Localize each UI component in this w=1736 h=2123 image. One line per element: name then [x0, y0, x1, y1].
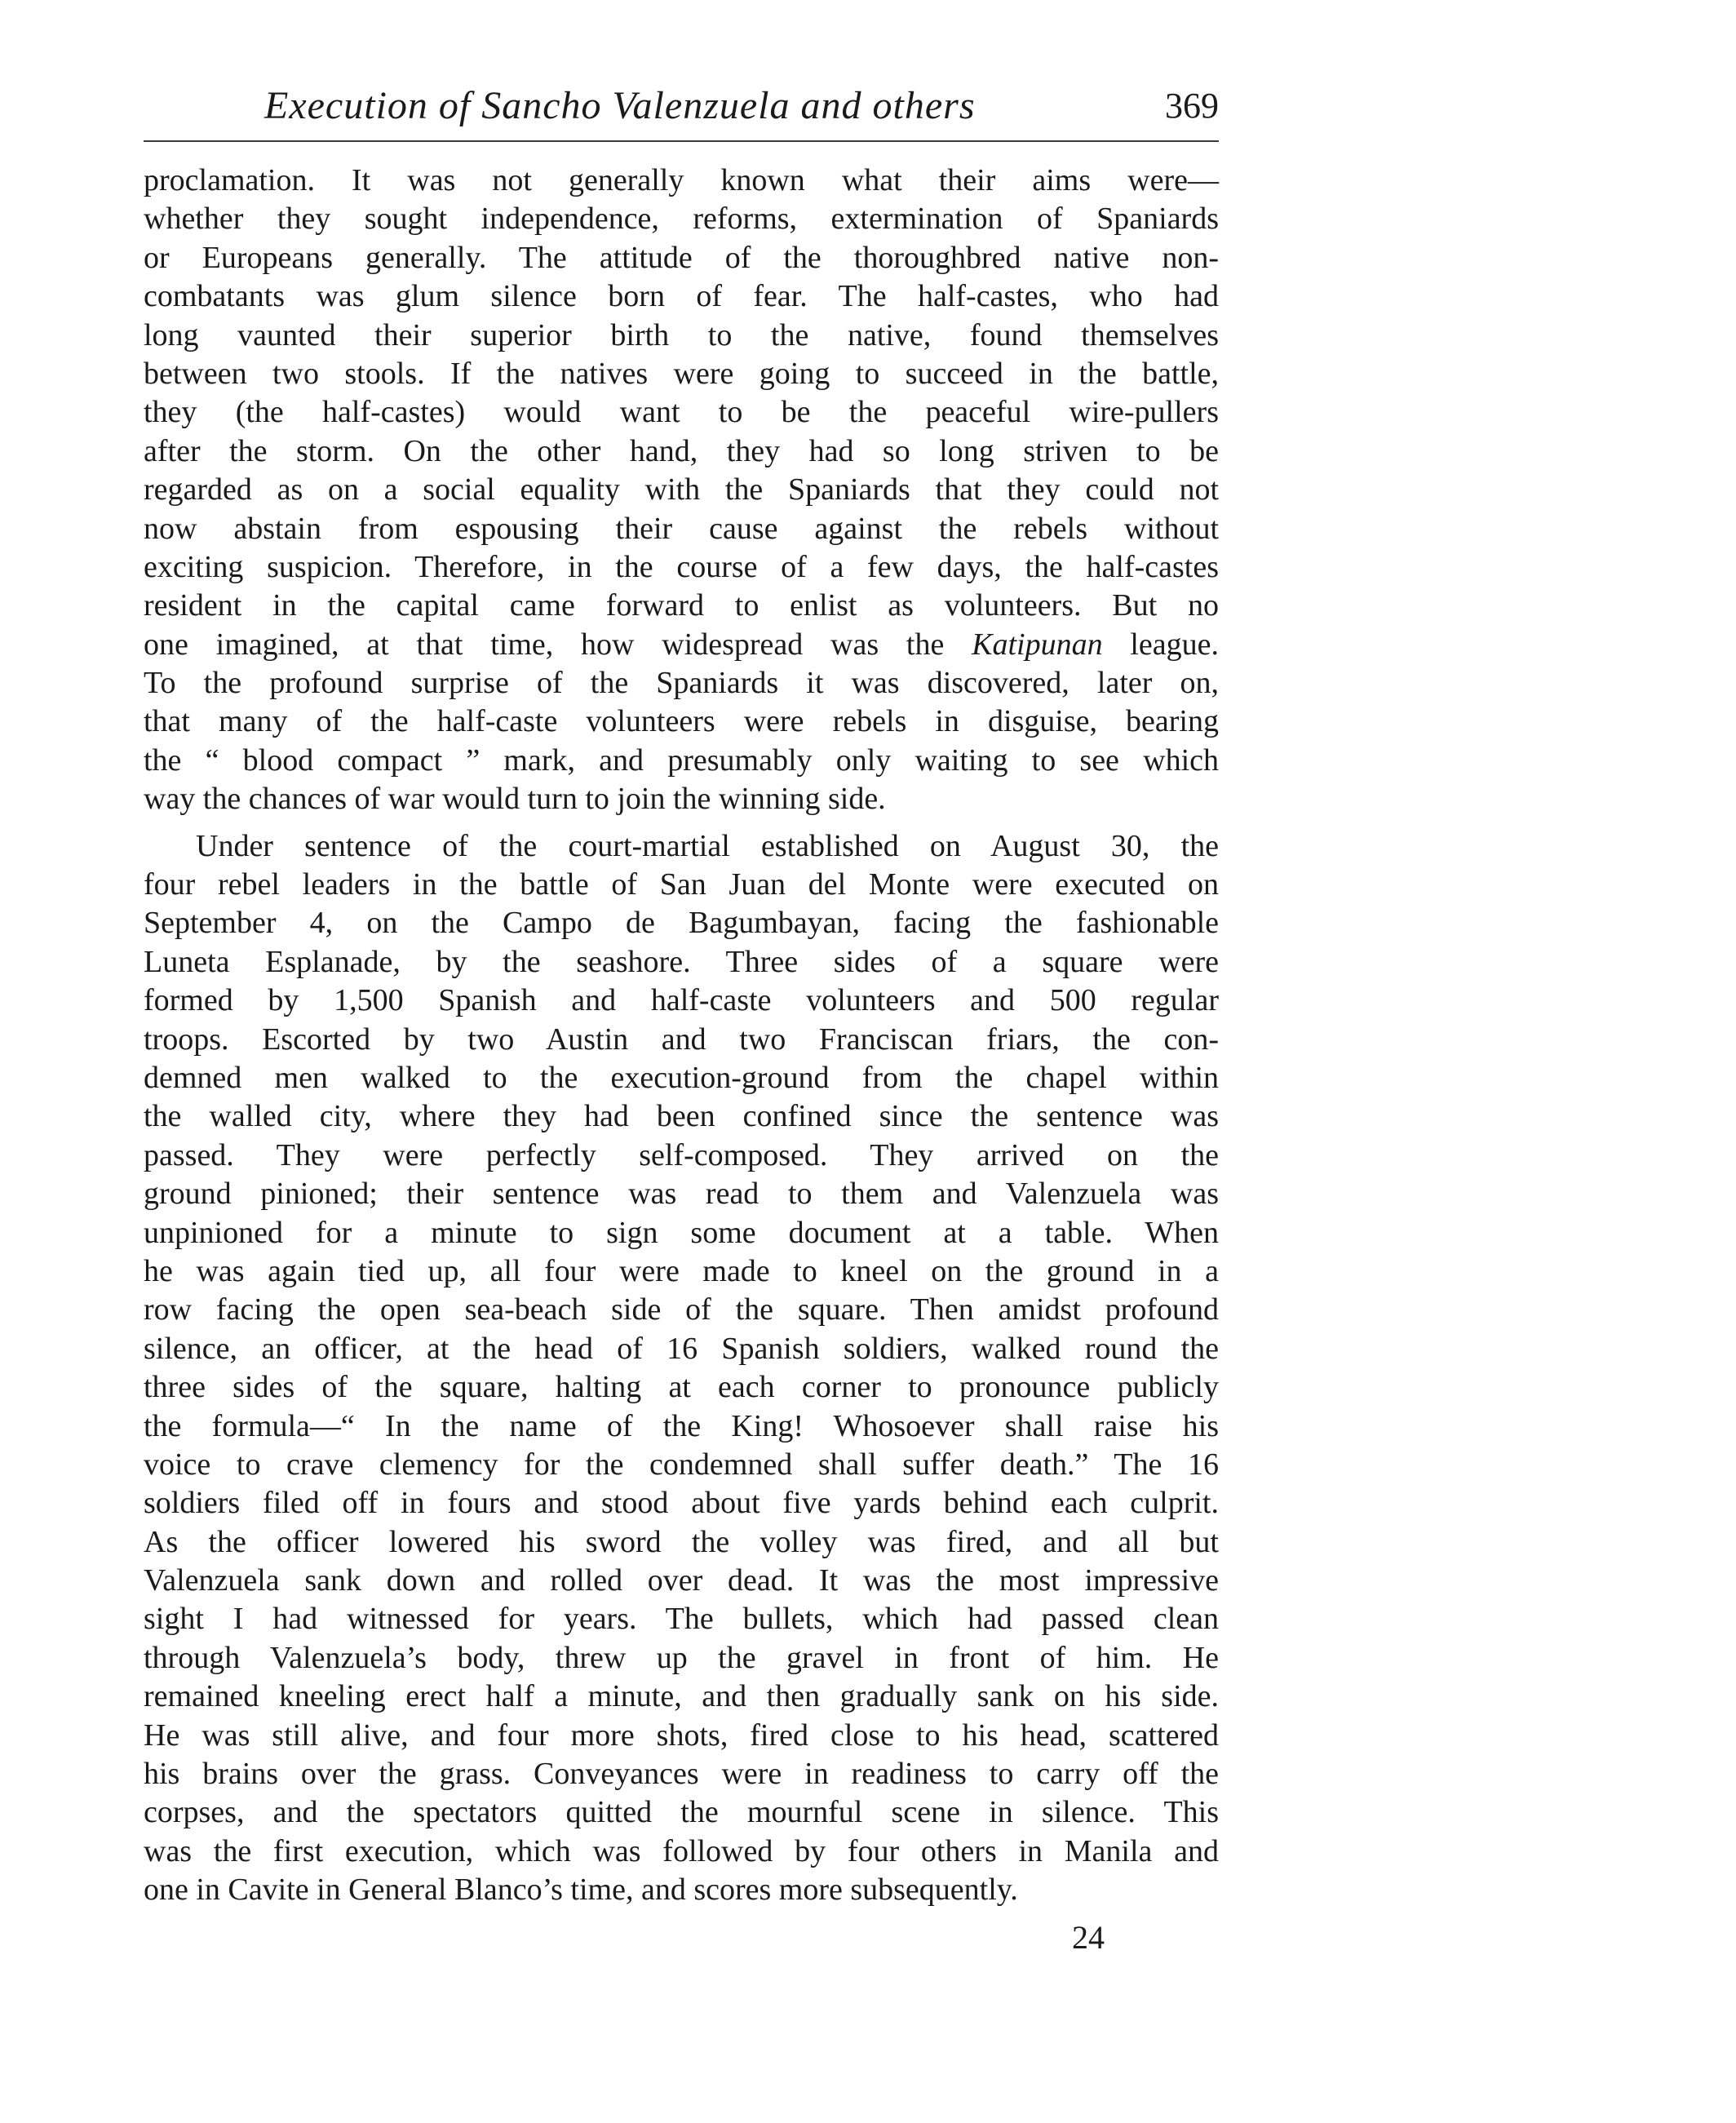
- text-line: was the first execution, which was followed by four others in Manila and: [144, 1833, 1219, 1868]
- text-line: formed by 1,500 Spanish and half-caste volunteers and 500 regular: [144, 983, 1219, 1018]
- text-line: Under sentence of the court-martial established on August 30, the: [196, 828, 1219, 863]
- text-line: they (the half-castes) would want to be the peaceful wire-pullers: [144, 395, 1219, 430]
- text-line: Luneta Esplanade, by the seashore. Three sides of a square were: [144, 944, 1219, 979]
- text-line: demned men walked to the execution-ground from the chapel within: [144, 1060, 1219, 1095]
- text-line: Valenzuela sank down and rolled over dead. It was the most impressive: [144, 1563, 1219, 1598]
- text-line: four rebel leaders in the battle of San Juan del Monte were executed on: [144, 867, 1219, 902]
- text-line: corpses, and the spectators quitted the mournful scene in silence. This: [144, 1795, 1219, 1830]
- text-line: between two stools. If the natives were going to succeed in the battle,: [144, 356, 1219, 391]
- text-line: ground pinioned; their sentence was read to them and Valenzuela was: [144, 1177, 1219, 1212]
- running-title: Execution of Sancho Valenzuela and others: [264, 84, 976, 127]
- text-line: voice to crave clemency for the condemned shall suffer death.” The 16: [144, 1447, 1219, 1482]
- text-line: September 4, on the Campo de Bagumbayan, facing the fashionable: [144, 906, 1219, 941]
- text-line: passed. They were perfectly self-composed. They arrived on the: [144, 1137, 1219, 1172]
- italic-term: Katipunan: [972, 627, 1103, 662]
- page-number: 369: [1165, 86, 1219, 126]
- text-line: He was still alive, and four more shots, fired close to his head, scattered: [144, 1717, 1219, 1753]
- text-line: or Europeans generally. The attitude of the thoroughbred native non-: [144, 240, 1219, 275]
- running-header: [144, 75, 1219, 137]
- text-line: silence, an officer, at the head of 16 Spanish soldiers, walked round the: [144, 1331, 1219, 1366]
- body-text: [144, 162, 1219, 1910]
- text-line: remained kneeling erect half a minute, and then gradually sank on his side.: [144, 1679, 1219, 1714]
- text-line: regarded as on a social equality with the Spaniards that they could not: [144, 472, 1219, 507]
- text-line: As the officer lowered his sword the volley was fired, and all but: [144, 1524, 1219, 1559]
- text-line: unpinioned for a minute to sign some document at a table. When: [144, 1215, 1219, 1250]
- text-line: now abstain from espousing their cause against the rebels without: [144, 511, 1219, 546]
- text-line-katipunan: [144, 626, 1219, 664]
- text-segment: league.: [1102, 627, 1219, 662]
- text-line: exciting suspicion. Therefore, in the course of a few days, the half-castes: [144, 549, 1219, 584]
- text-line: after the storm. On the other hand, they had so long striven to be: [144, 433, 1219, 468]
- text-line: that many of the half-caste volunteers were rebels in disguise, bearing: [144, 704, 1219, 739]
- text-line: To the profound surprise of the Spaniards it was discovered, later on,: [144, 666, 1219, 701]
- text-line: combatants was glum silence born of fear. The half-castes, who had: [144, 279, 1219, 314]
- signature-mark: 24: [1072, 1919, 1105, 1956]
- text-line: through Valenzuela’s body, threw up the gravel in front of him. He: [144, 1640, 1219, 1675]
- text-line: resident in the capital came forward to enlist as volunteers. But no: [144, 588, 1219, 623]
- text-line: troops. Escorted by two Austin and two Franciscan friars, the con-: [144, 1022, 1219, 1057]
- text-segment: one imagined, at that time, how widespread was the: [144, 627, 945, 662]
- text-line: sight I had witnessed for years. The bullets, which had passed clean: [144, 1602, 1219, 1637]
- text-line: way the chances of war would turn to join the winning side.: [144, 782, 886, 817]
- text-line: his brains over the grass. Conveyances were in readiness to carry off the: [144, 1757, 1219, 1792]
- text-line: three sides of the square, halting at each corner to pronounce publicly: [144, 1370, 1219, 1405]
- paragraph-2: [144, 827, 1219, 1910]
- text-line: one in Cavite in General Blanco’s time, and scores more subsequently.: [144, 1873, 1018, 1908]
- text-line: the “ blood compact ” mark, and presumably only waiting to see which: [144, 742, 1219, 778]
- text-line: proclamation. It was not generally known what their aims were—: [144, 163, 1219, 197]
- text-line: long vaunted their superior birth to the native, found themselves: [144, 317, 1219, 352]
- text-line: the formula—“ In the name of the King! Whosoever shall raise his: [144, 1408, 1219, 1443]
- text-line: he was again tied up, all four were made to kneel on the ground in a: [144, 1253, 1219, 1288]
- header-rule: [144, 140, 1219, 142]
- paragraph-1: [144, 162, 1219, 819]
- text-line: whether they sought independence, reforms, extermination of Spaniards: [144, 202, 1219, 237]
- text-line: soldiers filed off in fours and stood about five yards behind each culprit.: [144, 1486, 1219, 1521]
- text-line: the walled city, where they had been confined since the sentence was: [144, 1099, 1219, 1134]
- text-line: row facing the open sea-beach side of the square. Then amidst profound: [144, 1292, 1219, 1327]
